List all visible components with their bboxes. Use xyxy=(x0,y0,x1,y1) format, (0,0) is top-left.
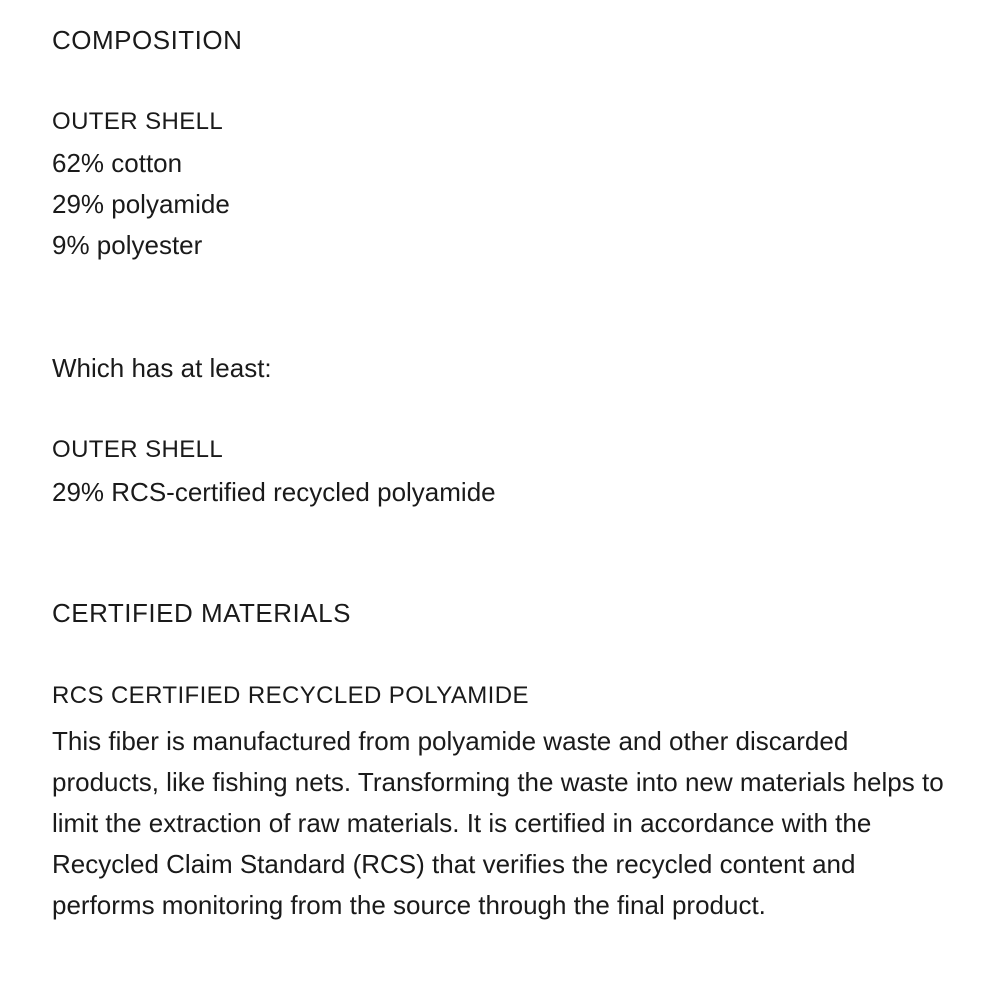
outer-shell-label: OUTER SHELL xyxy=(52,436,224,463)
outer-shell-label: OUTER SHELL xyxy=(52,108,224,135)
material-item: 9% polyester xyxy=(52,230,203,260)
certified-item-description: This fiber is manufactured from polyamide waste and other discarded products, like fishing nets. Transforming the waste into new materials helps to limit the extraction of raw materials. It is certified in accordance with the Recycled Claim Standard (RCS) that verifies the recycled content and performs monitoring from the source through the final product. xyxy=(52,726,944,920)
recycled-material-item: 29% RCS-certified recycled polyamide xyxy=(52,477,496,507)
material-item: 62% cotton xyxy=(52,148,183,178)
material-item: 29% polyamide xyxy=(52,189,230,219)
composition-title: COMPOSITION xyxy=(52,25,243,55)
certified-item-title: RCS CERTIFIED RECYCLED POLYAMIDE xyxy=(52,682,529,709)
certified-materials-title: CERTIFIED MATERIALS xyxy=(52,598,351,628)
at-least-intro: Which has at least: xyxy=(52,353,272,383)
